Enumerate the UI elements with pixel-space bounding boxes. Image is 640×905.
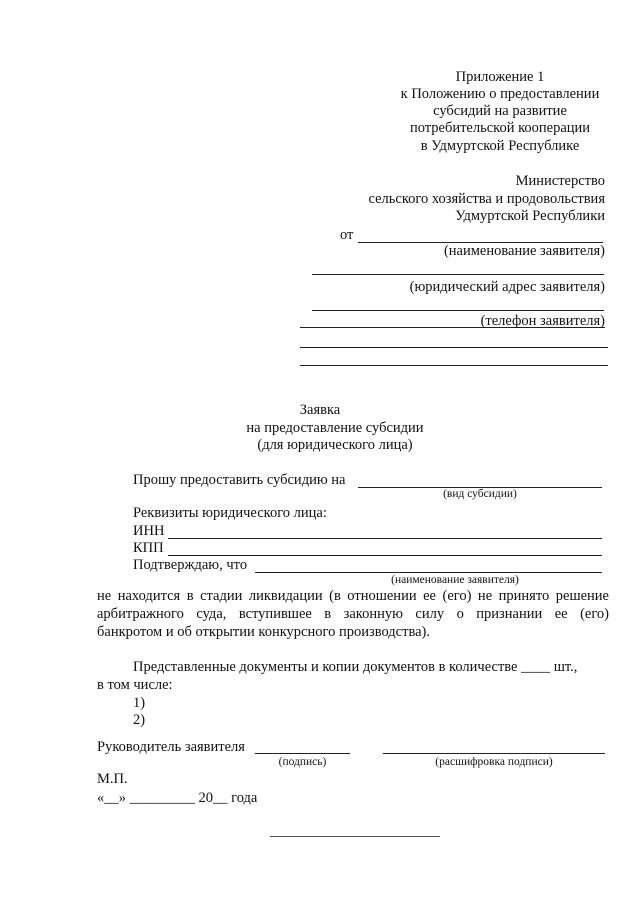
appendix-line: Приложение 1 xyxy=(455,69,545,85)
applicant-name-hint: (наименование заявителя) xyxy=(443,243,605,259)
title-line: Заявка xyxy=(299,402,341,418)
signature-field[interactable] xyxy=(255,753,350,754)
date-line[interactable]: «__» _________ 20__ года xyxy=(97,790,258,806)
kpp-field[interactable] xyxy=(168,555,602,556)
signature-hint: (подпись) xyxy=(278,756,327,768)
address-hint: (юридический адрес заявителя) xyxy=(409,279,605,295)
appendix-line: к Положению о предоставлении xyxy=(400,86,600,102)
paragraph-line: банкротом и об открытии конкурсного производства). xyxy=(97,624,430,640)
document-item: 1) xyxy=(133,695,146,711)
inn-field[interactable] xyxy=(168,538,602,539)
request-label: Прошу предоставить субсидию на xyxy=(133,472,346,488)
ministry-line: Удмуртской Республики xyxy=(455,208,605,224)
title-line: на предоставление субсидии xyxy=(246,420,424,436)
appendix-line: потребительской кооперации xyxy=(409,120,591,136)
extra-line[interactable] xyxy=(300,347,608,348)
title-line: (для юридического лица) xyxy=(257,437,413,453)
signature-decode-field[interactable] xyxy=(383,753,605,754)
kpp-label: КПП xyxy=(133,540,164,556)
inn-label: ИНН xyxy=(133,523,165,539)
footer-divider xyxy=(270,836,440,837)
stamp-label: М.П. xyxy=(97,771,128,787)
phone-hint: (телефон заявителя) xyxy=(480,313,605,329)
address-field[interactable] xyxy=(312,274,604,275)
head-label: Руководитель заявителя xyxy=(97,739,245,755)
signature-decode-hint: (расшифровка подписи) xyxy=(435,756,553,768)
requisites-label: Реквизиты юридического лица: xyxy=(133,505,327,521)
confirm-name-hint: (наименование заявителя) xyxy=(391,574,519,586)
appendix-line: субсидий на развитие xyxy=(433,103,567,119)
extra-line[interactable] xyxy=(300,365,608,366)
ministry-line: сельского хозяйства и продовольствия xyxy=(368,191,605,207)
ministry-line: Министерство xyxy=(515,173,605,189)
documents-line: Представленные документы и копии документов в количестве ____ шт., xyxy=(133,659,578,675)
paragraph-line: не находится в стадии ликвидации (в отношении ее (его) не принято решение xyxy=(97,588,609,604)
confirm-label: Подтверждаю, что xyxy=(133,557,248,573)
appendix-line: в Удмуртской Республике xyxy=(420,138,580,154)
subsidy-type-hint: (вид субсидии) xyxy=(443,488,517,500)
document-item: 2) xyxy=(133,712,146,728)
phone-field[interactable] xyxy=(312,310,604,311)
paragraph-line: арбитражного суда, вступившее в законную силу о признании ее (его) xyxy=(97,606,609,622)
from-label: от xyxy=(340,227,354,243)
confirm-name-field[interactable] xyxy=(255,572,602,573)
documents-line: в том числе: xyxy=(97,677,173,693)
